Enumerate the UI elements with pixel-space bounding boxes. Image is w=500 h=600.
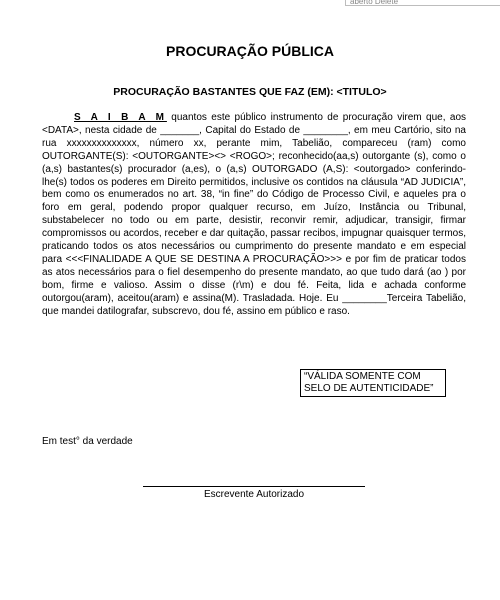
authenticity-stamp-box: “VÁLIDA SOMENTE COM SELO DE AUTENTICIDADE” <box>300 369 446 397</box>
signature-line <box>143 486 365 487</box>
document-title: PROCURAÇÃO PÚBLICA <box>166 43 334 59</box>
top-corner-note: aberto Delete <box>345 0 500 6</box>
document-subtitle: PROCURAÇÃO BASTANTES QUE FAZ (EM): <TITULO> <box>113 86 387 98</box>
closing-text: Em test° da verdade <box>42 436 133 447</box>
body-paragraph: quantos este público instrumento de procuração virem que, aos <DATA>, nesta cidade de _______, Capital do Estado de ________, em meu Cartório, sito na rua xxxxxxxxxxxxxx, número xx, perante mim, Tabelião, compareceu (ram) como OUTORGANTE(S): <OUTORGANTE><> <ROGO>; reconhecido(aa,s) outorgante (s), como o (a,s) bastantes(s) procurador (a,es), o (a,s) OUTORGADO (A,S): <outorgado> conferindo-lhe(s) todos os poderes em Direito permitidos, inclusive os contidos na cláusula “AD JUDICIA”, bem como os enumerados no art. 38, “in fine” do Código de Processo Civil, e aqueles pra o foro em geral, podendo propor qualquer recurso, em Juízo, Instância ou Tribunal, substabelecer no todo ou em parte, desistir, reconvir remir, adjudicar, transigir, firmar compromissos ou acordos, receber e dar quitação, passar recibos, impugnar quaisquer termos, praticando todos os atos necessários ou cumprimento do presente mandato e em especial para <<<FINALIDADE A QUE SE DESTINA A PROCURAÇÃO>>> e por fim de praticar todos as atos necessários para o fiel desempenho do presente mandato, ao que tudo dará (ao ) por bom, firme e valioso. Assim o disse (r\m) e dou fé. Feita, lida e achada conforme outorgou(aram), aceitou(aram) e assina(M). Trasladada. Hoje. Eu ________Terceira Tabelião, que mandei datilografar, subscrevo, dou fé, assino em público e raso. <box>42 112 466 317</box>
signature-label: Escrevente Autorizado <box>203 489 305 500</box>
document-body <box>42 112 466 319</box>
saibam-heading: S A I B A M <box>74 112 167 123</box>
